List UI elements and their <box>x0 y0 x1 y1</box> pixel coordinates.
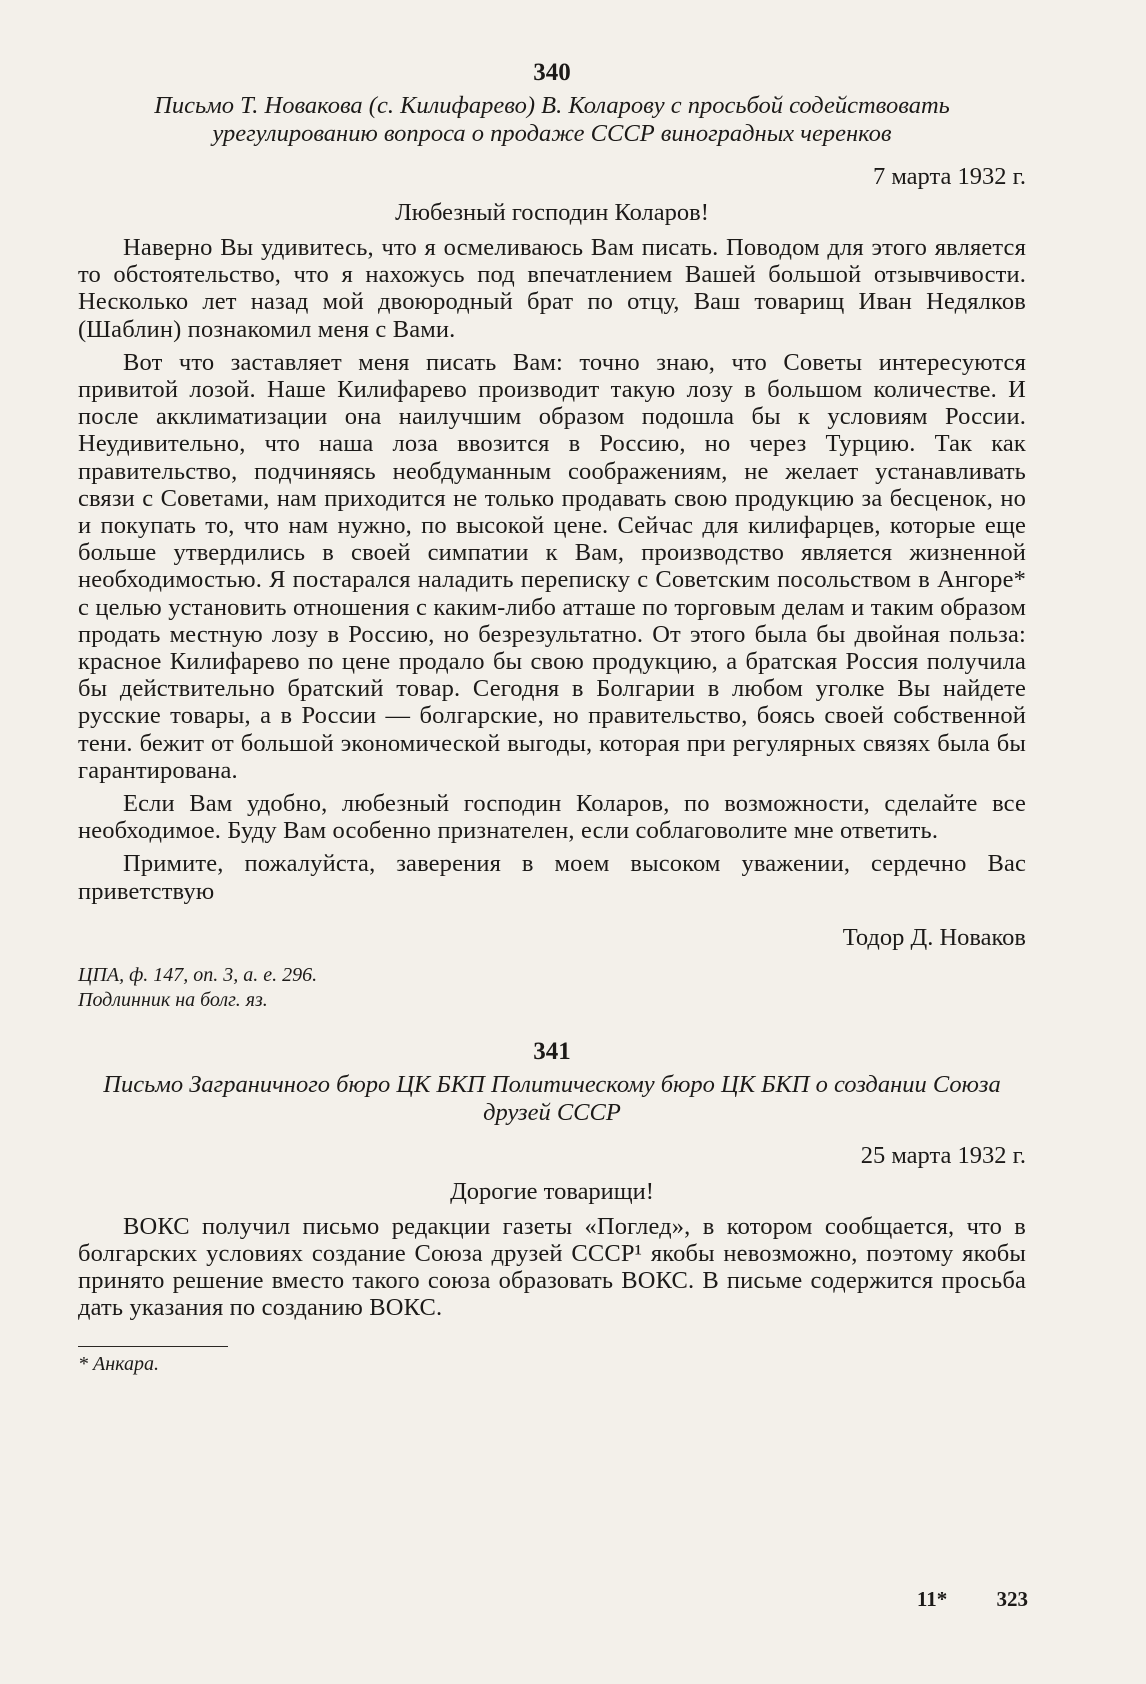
salutation: Дорогие товарищи! <box>450 1177 654 1205</box>
footnote-divider <box>78 1346 228 1347</box>
letter-paragraph: Наверно Вы удивитесь, что я осмеливаюсь Вам писать. Поводом для этого является то обстоятельство, что я нахожусь под впечатлением Вашей большой отзывчивости. Несколько лет назад мой двоюродный брат по отцу, Ваш товарищ Иван Недялков (Шаблин) познакомил меня с Вами. <box>78 234 1026 343</box>
salutation: Любезный господин Коларов! <box>395 199 709 226</box>
footnote: * Анкара. <box>78 1352 159 1375</box>
letter-paragraph: ВОКС получил письмо редакции газеты «Поглед», в котором сообщается, что в болгарских условиях создание Союза друзей СССР¹ якобы невозможно, поэтому якобы принято решение вместо такого союза образовать ВОКС. В письме содержится просьба дать указания по созданию ВОКС. <box>78 1212 1026 1322</box>
document-341 <box>78 1037 1026 1322</box>
letter-paragraph: Примите, пожалуйста, заверения в моем высоком уважении, сердечно Вас приветствую <box>78 850 1026 905</box>
page-content <box>78 58 1026 1377</box>
document-number: 340 <box>533 59 571 86</box>
document-340 <box>78 58 1026 1013</box>
document-title: Письмо Т. Новакова (с. Килифарево) В. Коларову с просьбой содействовать урегулированию вопроса о продаже СССР виноградных черенков <box>154 92 950 147</box>
archive-reference: ЦПА, ф. 147, оп. 3, а. е. 296. <box>78 963 318 986</box>
page-footer <box>917 1586 1028 1612</box>
document-date: 25 марта 1932 г. <box>860 1141 1026 1169</box>
archive-source <box>78 963 1026 1013</box>
letter-paragraph: Если Вам удобно, любезный господин Коларов, по возможности, сделайте все необходимое. Буду Вам особенно признателен, если соблаговолите мне ответить. <box>78 790 1026 845</box>
document-number: 341 <box>533 1037 571 1065</box>
original-language-note: Подлинник на болг. яз. <box>78 988 268 1011</box>
letter-paragraph: Вот что заставляет меня писать Вам: точно знаю, что Советы интересуются привитой лозой. Наше Килифарево производит такую лозу в большом количестве. И после акклиматизации она наилучшим образом подошла бы к условиям России. Неудивительно, что наша лоза ввозится в Россию, но через Турцию. Так как правительство, подчиняясь необдуманным соображениям, не желает устанавливать связи с Советами, нам приходится не только продавать свою продукцию за бесценок, но и покупать то, что нам нужно, по высокой цене. Сейчас для килифарцев, которые еще больше утвердились в своей симпатии к Вам, производство является жизненной необходимостью. Я постарался наладить переписку с Советским посольством в Ангоре* с целью установить отношения с каким-либо атташе по торговым делам и таким образом продать местную лозу в Россию, но безрезультатно. От этого была бы двойная польза: красное Килифарево по цене продало бы свою продукцию, а братская Россия получила бы действительно братский товар. Сегодня в Болгарии в любом уголке Вы найдете русские товары, а в России — болгарские, но правительство, боясь своей собственной тени. бежит от большой экономической выгоды, которая при регулярных связях была бы гарантирована. <box>78 348 1026 784</box>
document-date: 7 марта 1932 г. <box>872 163 1026 190</box>
signature: Тодор Д. Новаков <box>842 923 1026 951</box>
page-number: 323 <box>996 1587 1028 1611</box>
signature-mark: 11* <box>916 1587 948 1611</box>
document-title: Письмо Заграничного бюро ЦК БКП Политическому бюро ЦК БКП о создании Союза друзей СССР <box>103 1070 1001 1126</box>
